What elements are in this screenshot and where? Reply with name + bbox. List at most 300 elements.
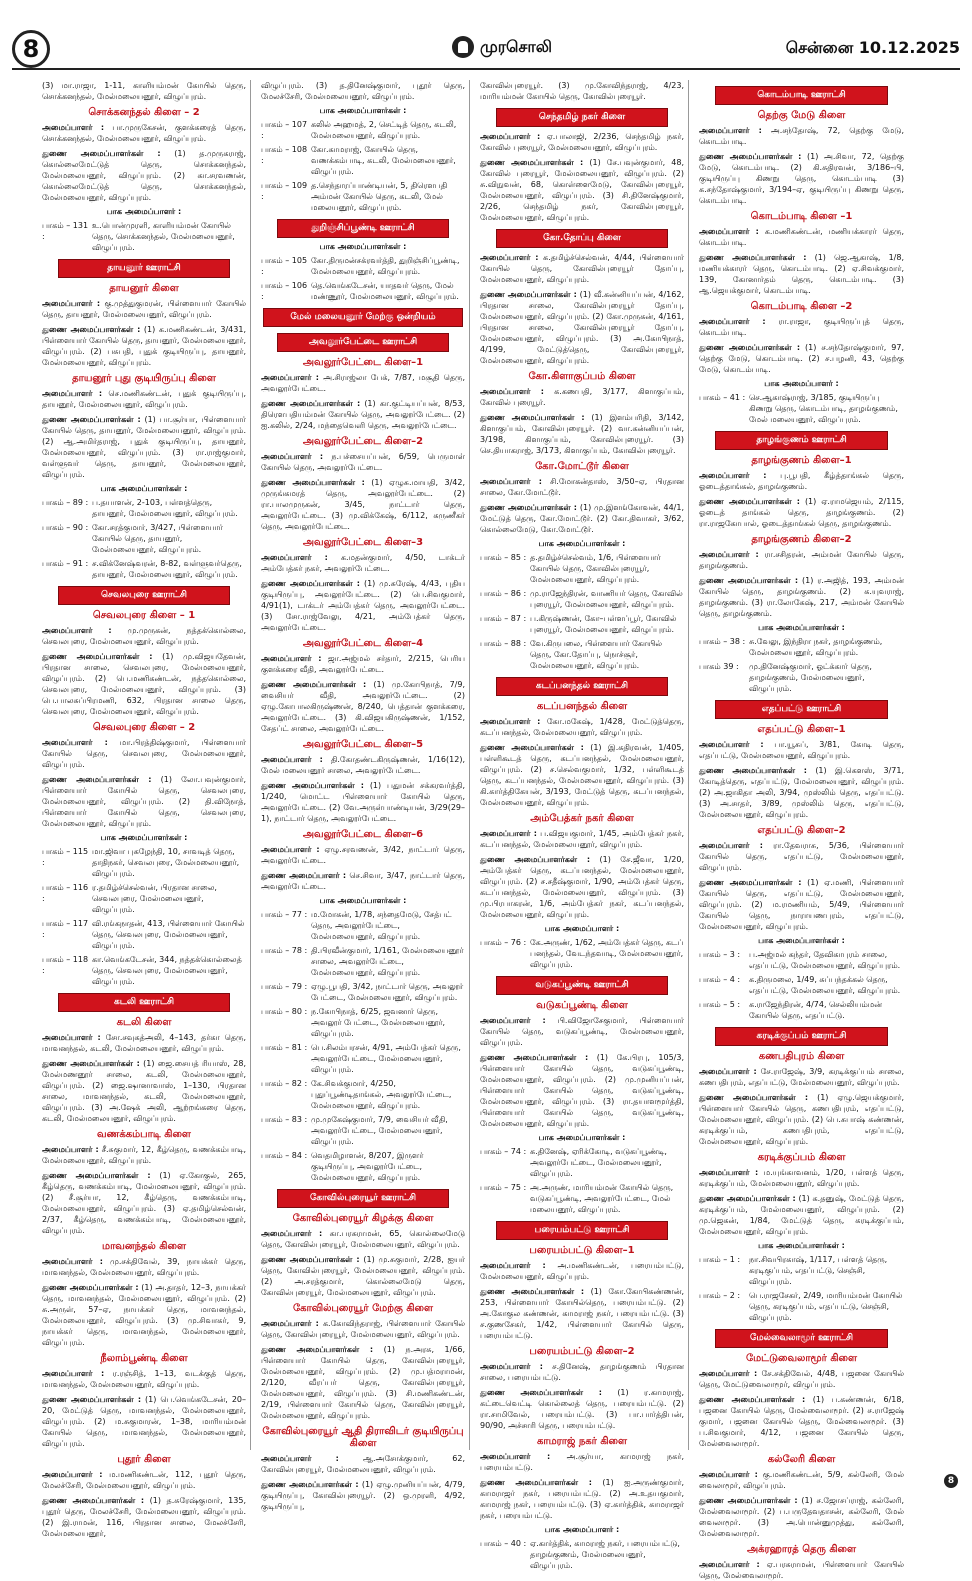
- entry-paragraph: [42, 1058, 246, 1124]
- booth-entry: [480, 1182, 684, 1215]
- booth-entry: [480, 613, 684, 635]
- branch-heading: அவலூர்பேட்டை கிளை–6: [302, 829, 424, 840]
- section-band: அவலூர்பேட்டை ஊராட்சி: [277, 333, 449, 352]
- entry-paragraph: [480, 289, 684, 366]
- entry-text: (1) அ.சிவா, 72, தெற்கு மேடு, கொடம்பாடி. (2) கி.சுதிரவன், 3/186–பி, குடியிருப்பு கிணறு தெரு, கொடம்பாடி (3) க.சந்தோஷ்குமார், 3/194–ஏ, குடியிருப்பு கிணறு தெரு, கொடம்பாடி.: [699, 152, 904, 205]
- booth-entry: [261, 981, 465, 1003]
- booth-number: பாகம் – 90 :: [42, 523, 89, 532]
- entry-paragraph: [261, 653, 465, 675]
- booth-entry: [480, 588, 684, 610]
- entry-label: அமைப்பாளர் :: [480, 477, 542, 486]
- booth-number: பாகம் 39 :: [699, 662, 739, 671]
- entry-text: (1) இளம்பரிதி, 3/142, கிளாகுப்பம், கோவில்புரையூர். (2) வா.கன்னியப்பன், 3/198, கிளாகுப்பம், கோவில்புரையூர். (3) செ.தியாகராஜ், 3/173, கிளாகுப்பம், கோவில்புரையூர்.: [480, 413, 684, 455]
- branch-heading: கோவில்புரையூர் ஆதி திராவிடர் குடியிருப்பு கிளை: [262, 1426, 464, 1449]
- role-label: பாக அமைப்பாளர்கள் :: [100, 484, 188, 493]
- booth-details: ப.தயாளன், 2-103, பள்ளத்தெரு, தாயனூர், மேல்மலையனூர், விழுப்புரம்.: [92, 498, 238, 518]
- entry-label: அமைப்பாளர் :: [480, 1452, 551, 1461]
- entry-label: அமைப்பாளர் :: [699, 550, 759, 559]
- booth-number: பாகம் – 41 :: [699, 393, 746, 402]
- entry-label: துணை அமைப்பாளர்கள் :: [699, 878, 802, 887]
- entry-label: அமைப்பாளர் :: [699, 317, 766, 326]
- entry-text: மு.முருகன், நத்தக்கொல்லை, செவலபுரை, மேல்மலையனூர், விழுப்புரம்.: [42, 626, 246, 646]
- entry-label: துணை அமைப்பாளர்கள் :: [699, 1395, 806, 1404]
- entry-text: ந.பச்சையப்பன், 6/59, பெருமாள் கோயில் தெரு, அவலூர்பேட்டை.: [261, 452, 465, 472]
- entry-paragraph: [699, 1167, 904, 1189]
- role-label: பாக அமைப்பாளர்கள் :: [758, 623, 845, 632]
- booth-number: பாகம் – 83 :: [261, 1115, 308, 1124]
- booth-number: பாகம் – 38 :: [699, 637, 746, 646]
- entry-paragraph: [480, 716, 684, 738]
- entry-paragraph: [480, 1361, 684, 1383]
- section-band: பரையம்பட்டு ஊராட்சி: [496, 1221, 668, 1240]
- entry-paragraph: [42, 1368, 246, 1390]
- booth-entry: [261, 255, 465, 277]
- entry-label: அமைப்பாளர் :: [42, 1369, 105, 1378]
- branch-heading: கொடம்பாடி கிளை –2: [750, 301, 853, 312]
- entry-text: (1) ஏழு.ஜெயக்குமார், பிள்ளையார் கோயில் தெரு, கணபதிபுரம், எதப்பட்டு, மேல்மலையனூர், விழுப்புரம். (2) பெ.சுபாஷ் கண்ணன், கரடிக்குப்பம், கணபதிபுரம், எதப்பட்டு, மேல்மலையனூர், விழுப்புரம்.: [699, 1093, 904, 1146]
- booth-entry: [480, 937, 684, 970]
- booth-entry: [42, 220, 246, 253]
- booth-entry: [699, 974, 904, 996]
- entry-text: ஜா.அஜ்மல் சர்தார், 2/215, பெரிய குளக்கரை வீதி, அவலூர்பேட்டை.: [261, 654, 466, 674]
- entry-paragraph: [699, 470, 904, 492]
- booth-details: கலில் அஹமத், 2, செட்டித் தெரு, கடலி, மேல்மலையனூர், விழுப்புரம்.: [311, 120, 457, 140]
- booth-details: ப.அஜ்மல் கந்தர், தேவிகாபுரம் சாலை, எதப்பட்டு, மேல்மலையனூர், விழுப்புரம்.: [749, 950, 901, 970]
- entry-text: கு.மணிகண்டன், 5/9, கல்லேரி, மேல் வைலாமூர், விழுப்புரம்.: [699, 1470, 904, 1490]
- booth-number: பாகம் – 105 :: [261, 256, 308, 276]
- booth-number: பாகம் – 84 :: [261, 1151, 308, 1160]
- booth-entry: [261, 280, 465, 302]
- entry-text: ரா.தேவராசு, 5/36, பிள்ளையார் கோயில் தெரு, எதப்பட்டு, மேல்மலையனூர், விழுப்புரம்.: [699, 841, 905, 872]
- booth-entry: [261, 144, 465, 177]
- column-2: [261, 80, 470, 1511]
- entry-paragraph: [699, 877, 904, 932]
- entry-text: சே.சக்திவேல், 4/48, பஜனை கோயில் தெரு, மேட்டுவைலாமூர், விழுப்புரம்.: [699, 1369, 905, 1389]
- booth-details: நா.சிவபிரகாஷ், 1/117, பள்ளத் தெரு, கரடிகுப்பம், எதப்பட்டு, செஞ்சி, விழுப்புரம்.: [749, 1255, 888, 1286]
- booth-entry: [699, 949, 904, 971]
- entry-label: அமைப்பாளர் :: [42, 299, 101, 308]
- booth-details: தெ.வெங்கடேசன், யாதவர் தெரு, மேல் மண்ணூர், மேல்மலையனூர், விழுப்புரம்.: [311, 281, 459, 301]
- section-band: எதப்பட்டு ஊராட்சி: [715, 700, 888, 719]
- booth-number: பாகம் – 77 :: [261, 910, 308, 919]
- entry-text: (1) பெ.வெங்கடேசன், 20–20, மேட்டுத் தெரு, மாவனந்தல், மேல்மலையனூர், விழுப்புரம். (2) ம.சுகுமாரன், 1–38, மாரியம்மன் கோயில் தெரு, மாவனந்தல், மேல்மலையனூர், விழுப்புரம்.: [42, 1395, 246, 1448]
- entry-text: (1) ந.அரசு, 1/66, பிள்ளையார் கோயில் தெரு, கோவில்புரையூர், மேல்மலையனூர், விழுப்புரம். (2) மு.பத்மராமன், 2/120, வீரப்பர் தெரு, கோவில்புரையூர், மேல்மலையனூர், விழுப்புரம். (3) சி.மணிகண்டன், 2/19, பிள்ளையார் கோயில் தெரு, கோவில்புரையூர், மேல்மலையனூர், விழுப்புரம்.: [261, 1345, 466, 1420]
- entry-label: துணை அமைப்பாளர் :: [261, 871, 347, 880]
- branch-heading: தாயனூர் கிளை: [109, 283, 179, 294]
- entry-label: துணை அமைப்பாளர்கள் :: [261, 399, 361, 408]
- entry-text: கா.பரசுராமன், 65, கொல்லைமேடு தெரு, கோவில்புரையூர், மேல்மலையனூர், விழுப்புரம்.: [261, 1229, 465, 1249]
- booth-details: ந.கோபிநாத், 6/25, ஜவனார் தெரு, அவலூர் பேட்டை, மேல்மலையனூர், விழுப்புரம்.: [311, 1007, 446, 1038]
- role-label: பாக அமைப்பாளர் :: [544, 1525, 620, 1534]
- entry-label: அமைப்பாளர் :: [699, 471, 767, 480]
- role-label: பாக அமைப்பாளர்கள் :: [538, 539, 626, 548]
- entry-label: துணை அமைப்பாளர்கள் :: [261, 1480, 359, 1489]
- entry-text: விழுப்புரம். (3) த.தினேஷ்குமார், புதூர் தெரு, மேலச்சேரி, மேல்மலையனூர், விழுப்புரம்.: [261, 81, 465, 101]
- masthead: [12, 30, 960, 70]
- entry-text: கோ.மகேஷ், 1/428, மேட்டுத்தெரு, கடப்பனந்தல், மேல்மலையனூர், விழுப்புரம்.: [480, 717, 684, 737]
- entry-text: பி.விஜோசேகுமார், பிள்ளையார் கோயில் தெரு, வடுகப்பூண்டி, மேல்மலையனூர், விழுப்புரம்.: [480, 1016, 684, 1047]
- entry-label: துணை அமைப்பாளர்கள் :: [42, 1496, 145, 1505]
- booth-details: மு.ராஜேந்திரன், வாணியர் தெரு, கோவில் புரையூர், மேல்மலையனூர், விழுப்புரம்.: [530, 589, 683, 609]
- entry-text: (1) ச.ஜோசப்ராஜ், கல்லேரி, மேல்வைலாமூர். (2) ப.பருதேவதாசன், கல்லேரி, மேல் வைலாமூர். (3) அ.பொன்னுமுத்து, கல்லேரி, மேல்வைலாமூர்.: [699, 1496, 905, 1538]
- entry-text: ச.தினேஷ், தாழங்குணம் பிரதான சாலை, பரையம்பட்டு.: [480, 1362, 684, 1382]
- booth-details: கா.வெங்கடேசன், 344, நத்தக்கொல்லைத் தெரு, செவலபுரை, மேல்மலையனூர், விழுப்புரம்.: [92, 955, 242, 986]
- entry-text: பு.பூபதி, கீழ்த்தாங்கல் தெரு, ஓடைத்தாங்கல், தாழங்குணம்.: [699, 471, 905, 491]
- entry-label: துணை அமைப்பாளர்கள் :: [42, 1171, 151, 1180]
- entry-paragraph: [480, 80, 684, 102]
- entry-paragraph: [42, 1469, 246, 1491]
- entry-text: (1) ஏ.ராமஜெயம், 2/115, ஓடைத் தாங்கல் தெரு, தாழங்குணம். (2) ரா.ராஜகோபால், ஓடைத்தாங்கல் தெரு, தாழங்குணம்.: [699, 497, 905, 528]
- booth-number: பாகம் – 118 :: [42, 955, 89, 975]
- entry-paragraph: [261, 1344, 465, 1421]
- entry-label: அமைப்பாளர் :: [699, 1369, 758, 1378]
- entry-text: க.கணபதி, 3/177, கிளாகுப்பம், கோவில் புரையூர்.: [480, 387, 685, 407]
- branch-heading: கோ.மோட்டூர் கிளை: [535, 461, 629, 472]
- entry-label: அமைப்பாளர் :: [699, 1560, 760, 1569]
- entry-label: துணை அமைப்பாளர்கள் :: [42, 775, 152, 784]
- booth-details: ஏ.கார்த்திக், காமராஜ் நகர், பரையம்பட்டு, தாழங்குணம், மேல்மலையனூர், விழுப்புரம்.: [530, 1539, 680, 1570]
- section-band: கோவில்புரையூர் ஊராட்சி: [277, 1189, 449, 1208]
- entry-text: க.மதன்குமார், 4/50, டாக்டர் அம்பேத்கர் நகர், அவலூர்பேட்டை.: [261, 553, 465, 573]
- booth-entry: [261, 1006, 465, 1039]
- entry-label: துணை அமைப்பாளர்கள் :: [261, 1255, 360, 1264]
- section-band: கொடம்பாடி ஊராட்சி: [715, 86, 888, 105]
- booth-entry: [699, 1290, 904, 1323]
- entry-paragraph: [480, 131, 684, 153]
- booth-entry: [480, 1538, 684, 1571]
- branch-heading: செவலபுரை கிளை – 1: [92, 610, 196, 621]
- branch-heading: தாயனூர் புது குடியிருப்பு கிளை: [72, 373, 216, 384]
- entry-label: அமைப்பாளர் :: [480, 829, 537, 838]
- branch-heading: தெற்கு மேடு கிளை: [757, 110, 846, 121]
- entry-label: அமைப்பாளர் :: [42, 1257, 103, 1266]
- entry-label: துணை அமைப்பாளர்கள் :: [480, 503, 577, 512]
- booth-details: ப.கிருஷ்ணன், கோ–பள்ளப்பூர், கோவில் புரையூர், மேல்மலையனூர், விழுப்புரம்.: [530, 614, 677, 634]
- booth-number: பாகம் – 85 :: [480, 553, 527, 562]
- branch-heading: மாவனந்தல் கிளை: [102, 1241, 186, 1252]
- entry-paragraph: [261, 451, 465, 473]
- branch-heading: எதப்பட்டு கிளை–2: [757, 825, 846, 836]
- entry-label: அமைப்பாளர் :: [42, 123, 105, 132]
- entry-paragraph: [42, 737, 246, 770]
- entry-text: (1) ஜை.சையத் ரியாஸ், 28, மேல்மணனூர் சாலை, கடலி, மேல்மலையனூர், விழுப்புரம். (2) ஜை.ஷானாவாஸ், 1–130, பிரதான சாலை, மாவனந்தல், கடலி, மேல்மலையனூர், விழுப்புரம். (3) அ.ஷேக் அலி, ஆற்றங்கரை தெரு, கடலி, மேல்மலையனூர், விழுப்புரம்.: [42, 1059, 246, 1123]
- entry-text: அ.சிராஜ்லா பேக், 7/87, மசூதி தெரு, அவலூர்பேட்டை.: [261, 373, 465, 393]
- entry-label: துணை அமைப்பாளர்கள் :: [699, 1194, 796, 1203]
- entry-label: அமைப்பாளர் :: [261, 452, 324, 461]
- booth-entry: [699, 1254, 904, 1287]
- booth-entry: [699, 661, 904, 694]
- booth-details: மு.தினேஷ்குமார், ஓட்க்கார் தெரு, தாழங்குணம், மேல்மலையனூர், விழுப்புரம்.: [749, 662, 872, 693]
- booth-number: பாகம் – 86 :: [480, 589, 527, 598]
- branch-heading: கோ.கிளாகுப்பம் கிளை: [528, 371, 636, 382]
- entry-paragraph: [42, 122, 246, 144]
- entry-paragraph: [699, 316, 904, 338]
- booth-entry: [261, 180, 465, 213]
- section-band: வடுகப்பூண்டி ஊராட்சி: [496, 976, 668, 995]
- booth-number: பாகம் – 117 :: [42, 919, 89, 939]
- role-label: பாக அமைப்பாளர்கள் :: [319, 896, 407, 905]
- branch-heading: கரடிக்குப்பம் கிளை: [757, 1152, 846, 1163]
- entry-paragraph: [42, 1032, 246, 1054]
- entry-label: அமைப்பாளர் :: [42, 626, 112, 635]
- entry-text: (1) க.மணிகண்டன், 3/431, பிள்ளையார் கோயில் தெரு, தாயனூர், மேல்மலையனூர், விழுப்புரம். (2) பசுபதி, புதுக் குடியிருப்பு, தாயனூர், மேல்மலையனூர், விழுப்புரம்.: [42, 325, 246, 367]
- booth-details: த.தமிழ்ச்செல்வம், 1/6, பிள்ளையார் கோயில் தெரு, கோவில்புரையூர், மேல்மலையனூர், விழுப்புரம்.: [530, 553, 661, 584]
- booth-details: ஏழு.பூபதி, 3/42, நாட்டார் தெரு, அவலூர் பேட்டை, மேல்மலையனூர், விழுப்புரம்.: [311, 982, 464, 1002]
- entry-label: துணை அமைப்பாளர்கள் :: [699, 343, 801, 352]
- entry-text: (1) மு.இளங்கோவன், 44/1, மேட்டுத் தெரு, கோ.மோட்டூர். (2) கோ.திவாகர், 3/62, கொல்லைமேடு, கோ.மோட்டூர்.: [480, 503, 684, 534]
- entry-paragraph: [480, 1015, 684, 1048]
- entry-text: (1) மு.கோபிநாத், 7/9, வைசியர் வீதி, அவலூர்பேட்டை. (2) ஏழு.கோபாலகிருஷ்ணன், 8/240, பெத்தான் குளக்கரை, அவலூர்பேட்டை. (3) கி.விஜயகிருஷ்ணன், 1/152, சேதப்ட் சாலை, அவலூர்பேட்டை.: [261, 680, 465, 733]
- role-label: பாக அமைப்பாளர்கள் :: [100, 833, 188, 842]
- branch-heading: காமராஜ் நகர் கிளை: [536, 1436, 628, 1447]
- entry-paragraph: [42, 1144, 246, 1166]
- booth-entry: [42, 558, 246, 580]
- booth-details: உ.பொன்முரளி, காளியம்மன் கோயில் தெரு, சொக்கனந்தல், மேல்மலையனூர், விழுப்புரம்.: [92, 221, 235, 252]
- booth-number: பாகம் – 1 :: [699, 1255, 741, 1264]
- entry-label: அமைப்பாளர் :: [261, 553, 328, 562]
- branch-heading: சொக்கனந்தல் கிளை – 2: [88, 107, 200, 118]
- entry-text: அ.மணிகண்டன், பரையம்பட்டு, மேல்மலையனூர், விழுப்புரம்.: [480, 1261, 684, 1281]
- booth-details: த.செந்தாரப்பாண்டியன், 5, திரௌபதி அம்மன் கோயில் தெரு, கடலி, மேல் மலையனூர், விழுப்புரம்.: [311, 181, 448, 212]
- entry-paragraph: [42, 1495, 246, 1539]
- branch-heading: புதூர் கிளை: [117, 1454, 171, 1465]
- entry-text: (1) ஐ.அருண்குமார், காமராஜர் நகர், பரையம்பட்டு. (2) அ.உதயகுமார், காமராஜ் நகர், பரையம்பட்டு. (3) ஏ.கார்த்திக், காமராஜர் நகர், பரையம்பட்டு.: [480, 1478, 684, 1520]
- booth-details: கோ.காமராஜ், கோயில் தெரு, வணக்கம்பாடி, கடலி, மேல்மலையனூர், விழுப்புரம்.: [311, 145, 456, 176]
- entry-text: அ.சூர்யா, காமராஜ் நகர், பரையம்பட்டு.: [480, 1452, 684, 1472]
- entry-label: அமைப்பாளர் :: [261, 755, 323, 764]
- entry-paragraph: [480, 386, 684, 408]
- entry-label: அமைப்பாளர் :: [480, 387, 544, 396]
- entry-text: (1) மு.சுகுமார், 2/28, ஐயர் தெரு, கோவில்புரையூர், மேல்மலையனூர், விழுப்புரம். (2) அ.சரத்குமார், கொல்லைமேடு தெரு, கோவில்புரையூர், மேல்மலையனூர், விழுப்புரம்.: [261, 1255, 465, 1297]
- booth-entry: [699, 392, 904, 425]
- entry-label: அமைப்பாளர் :: [261, 654, 322, 663]
- booth-number: பாகம் – 74 :: [480, 1147, 527, 1156]
- branch-heading: பரையம்பட்டு கிளை–1: [529, 1245, 635, 1256]
- entry-label: துணை அமைப்பாளர்கள் :: [42, 149, 161, 158]
- branch-heading: கல்லேரி கிளை: [767, 1454, 836, 1465]
- entry-paragraph: [261, 372, 465, 394]
- entry-label: துணை அமைப்பாளர்கள் :: [261, 478, 365, 487]
- entry-paragraph: [42, 298, 246, 320]
- entry-paragraph: [42, 80, 246, 102]
- booth-entry: [261, 945, 465, 978]
- role-label: பாக அமைப்பாளர்கள் :: [758, 1241, 845, 1250]
- entry-text: (1) ச.சந்தோஷ்குமார், 97, தெற்கு மேடு, கொடம்பாடி. (2) ச.பழனி, 43, தெற்கு மேடு, கொடம்பாடி.: [699, 343, 904, 374]
- booth-entry: [261, 909, 465, 942]
- entry-label: அமைப்பாளர் :: [261, 373, 319, 382]
- entry-paragraph: [261, 398, 465, 431]
- section-band: துறிஞ்சிப்பூண்டி ஊராட்சி: [277, 219, 449, 238]
- entry-paragraph: [42, 1394, 246, 1449]
- entry-text: (1) த.சுரேஷ்குமார், 135, புதூர் தெரு, மேலச்சேரி, மேல்மலையனூர், விழுப்புரம். (2) இ.ராமன், 116, பிரதான சாலை, மேலச்சேரி, மேல்மலையனூர்,: [42, 1496, 246, 1538]
- entry-text: கோவில்புரையூர். (3) மு.கோவிந்தராஜ், 4/23, மாரியம்மன் கோயில் தெரு, கோவில்புரையூர்.: [480, 81, 684, 101]
- booth-details: பெ.ராஜசேகர், 2/49, மாரியம்மன் கோயில் தெரு, கரடிகுப்பம், எதப்பட்டு, செஞ்சி, விழுப்புரம்.: [749, 1291, 903, 1322]
- entry-text: செ.மணிகண்டன், புதுக் குடியிருப்பு, தாயனூர், மேல்மலையனூர், விழுப்புரம்.: [42, 389, 246, 409]
- entry-label: துணை அமைப்பாளர்கள் :: [480, 1388, 602, 1397]
- entry-label: அமைப்பாளர் :: [261, 845, 320, 854]
- entry-text: ர.ரஞ்சித், 1–13, வடக்குத் தெரு, மாவனந்தல், மேல்மலையனூர், விழுப்புரம்.: [42, 1369, 247, 1389]
- entry-label: அமைப்பாளர் :: [261, 1229, 323, 1238]
- entry-label: அமைப்பாளர் :: [42, 1033, 101, 1042]
- entry-text: ப.விஜயகுமார், 1/45, அம்பேத்கர் நகர், கடப்பனந்தல், மேல்மலையனூர், விழுப்புரம்.: [480, 829, 684, 849]
- entry-label: அமைப்பாளர் :: [699, 740, 764, 749]
- booth-details: ர.தமிழ்ச்செல்வன், பிரதான சாலை, செவலபுரை, மேல்மலையனூர், விழுப்புரம்.: [92, 883, 217, 914]
- entry-text: (1) லோ.பவுன்குமார், பிள்ளையார் கோயில் தெரு, செவலபுரை, மேல்மலையனூர், விழுப்புரம். (2) தி.விநோத், பிள்ளையார் கோயில் தெரு, செவலபுரை, மேல்மலையனூர், விழுப்புரம்.: [42, 775, 246, 828]
- entry-paragraph: [261, 80, 465, 102]
- role-label: பாக அமைப்பாளர்கள் :: [319, 106, 407, 115]
- branch-heading: வடுகப்பூண்டி கிளை: [536, 1000, 628, 1011]
- entry-paragraph: [480, 157, 684, 223]
- section-band: கோ.தோப்பு கிளை: [496, 229, 668, 248]
- entry-label: துணை அமைப்பாளர்கள் :: [699, 253, 807, 262]
- booth-details: ச.விக்னேஷ்வரன், 8-82, வள்ளுவர்தெரு, தாயனூர், மேல்மலையனூர், விழுப்புரம்.: [92, 559, 242, 579]
- entry-label: துணை அமைப்பாளர்கள் :: [480, 1478, 592, 1487]
- entry-text: (1) இ.கதிரவன், 1/405, பள்ளிகூடத் தெரு, கடப்பனந்தல், மேல்மலையனூர், விழுப்புரம். (2) ச.செல்வகுமார், 1/32, பள்ளிகூடத் தெரு, கடப்பனந்தல், மேல்மலையனூர், விழுப்புரம். (3) கி.கார்த்திகேயன், 3/193, மேட்டுத் தெரு, கடப்பனந்தல், மேல்மலையனூர், விழுப்புரம்.: [480, 743, 684, 807]
- entry-paragraph: [480, 1387, 684, 1431]
- section-band: தாயனூர் ஊராட்சி: [58, 259, 230, 278]
- entry-label: அமைப்பாளர் :: [480, 1261, 546, 1270]
- entry-paragraph: [261, 1318, 465, 1340]
- branch-heading: கோவில்புரையூர் கிழக்கு கிளை: [292, 1213, 434, 1224]
- entry-paragraph: [480, 412, 684, 456]
- entry-text: மா.பிரத்திஷ்குமார், பிள்ளையார் கோயில் தெரு, செவலபுரை, மேல்மலையனூர், விழுப்புரம்.: [42, 738, 247, 769]
- entry-text: (1) கே.பிரபு, 105/3, பிள்ளையார் கோயில் தெரு, வடுகப்பூண்டி, மேல்மலையனூர், விழுப்புரம். (2) மு.முனியப்பன், பிள்ளையார் கோயில் தெரு, வடுகப்பூண்டி, மேல்மலையனூர், விழுப்புரம். (3) ரா.தயாளமூர்த்தி, பிள்ளையார் கோயில் தெரு, வடுகப்பூண்டி, மேல்மலையனூர், விழுப்புரம்.: [480, 1053, 684, 1128]
- booth-number: பாகம் – 115 :: [42, 847, 89, 867]
- entry-paragraph: [480, 1052, 684, 1129]
- entry-label: அமைப்பாளர் :: [699, 126, 762, 135]
- entry-paragraph: [42, 324, 246, 368]
- branch-heading: அவலூர்பேட்டை கிளை–4: [302, 638, 424, 649]
- entry-text: (1) அ.தாதர், 12–3, நாயக்கர் தெரு, மாவனந்தல், மேல்மலையனூர், விழுப்புரம். (2) சு.அருள், 57–ஏ, நாயக்கர் தெரு, மாவனந்தல், மேல்மலையனூர், விழுப்புரம். (3) மு.சிவாகர், 9, நாயக்கர் தெரு, மாவனந்தல், மேல்மலையனூர், விழுப்புரம்.: [42, 1283, 246, 1347]
- booth-number: பாகம் – 82 :: [261, 1079, 308, 1088]
- booth-details: தி.பிரவீன்குமார், 1/161, மேல்மலையனூர் சாலை, அவலூர்பேட்டை, மேல்மலையனூர், விழுப்புரம்.: [311, 946, 464, 977]
- entry-paragraph: [480, 502, 684, 535]
- section-band: தாழங்குணம் ஊராட்சி: [715, 431, 888, 450]
- booth-entry: [261, 119, 465, 141]
- booth-number: பாகம் – 75 :: [480, 1183, 527, 1192]
- entry-label: துணை அமைப்பாளர்கள் :: [480, 743, 584, 752]
- entry-text: (1) ஏ.கோகுல், 265, கீழ்தெரு, வணக்கம்பாடி, மேல்மலையனூர், விழுப்புரம். (2) சீ.சூர்யா, 12, கீழ்தெரு, வணக்கம்பாடி, மேல்மலையனூர், விழுப்புரம். (3) ஏ.தமிழ்செல்வன், 2/37, கீழ்தெரு, வணக்கம்பாடி, மேல்மலையனூர், விழுப்புரம்.: [42, 1171, 246, 1235]
- date-line: சென்னை 10.12.2025: [785, 38, 960, 57]
- entry-paragraph: [699, 765, 904, 820]
- entry-paragraph: [261, 844, 465, 866]
- booth-details: சு.வேலு, இந்திரா நகர், தாழங்குணம், மேல்மலையனூர், விழுப்புரம்.: [749, 637, 883, 657]
- entry-paragraph: [480, 742, 684, 808]
- booth-number: பாகம் – 40 :: [480, 1539, 527, 1548]
- entry-paragraph: [699, 1368, 904, 1390]
- entry-label: துணை அமைப்பாளர்கள் :: [261, 579, 360, 588]
- branch-heading: கோவில்புரையூர் மேற்கு கிளை: [292, 1303, 434, 1314]
- entry-label: அமைப்பாளர் :: [480, 132, 541, 141]
- entry-paragraph: [261, 1453, 465, 1475]
- booth-details: பெ.சிலம்பரசன், 4/91, அம்பேத்கர் தெரு, அவலூர்பேட்டை, மேல்மலையனூர், விழுப்புரம்.: [311, 1043, 461, 1074]
- entry-text: (1) ஜெ.ஆகாஷ், 1/8, மணியக்காரர் தெரு, கொடம்பாடி. (2) ஏ.சிவக்குமார், 139, கோனார்தம் தெரு, கொடம்பாடி. (3) ஆ.ஜெயக்குமார், கொடம்பாடி.: [699, 253, 905, 295]
- branch-heading: அவலூர்பேட்டை கிளை–5: [302, 739, 424, 750]
- entry-paragraph: [699, 151, 904, 206]
- entry-text: (1) மு.விஜயதேவன், பிரதான சாலை, செவலபுரை, மேல்மலையனூர், விழுப்புரம். (2) பெ.மணிகண்டன், நத்தகொல்லை, செவலபுரை, மேல்மலையனூர், விழுப்புரம். (3) பெ.பாலசுப்பிரமணி, 632, பிரதான சாலை தெரு, செவலபுரை, மேல்மலையனூர், விழுப்புரம்.: [42, 652, 246, 716]
- entry-paragraph: [699, 342, 904, 375]
- booth-entry: [699, 636, 904, 658]
- entry-paragraph: [261, 552, 465, 574]
- entry-paragraph: [42, 388, 246, 410]
- entry-label: அமைப்பாளர் :: [42, 389, 103, 398]
- entry-label: துணை அமைப்பாளர்கள் :: [480, 413, 585, 422]
- booth-details: மு.முகேஷ்குமார், 7/9, வைசியர் வீதி, அவலூர்பேட்டை, மேல்மலையனூர், விழுப்புரம்.: [311, 1115, 448, 1146]
- column-4: [699, 80, 908, 1580]
- booth-details: க.ராஜேந்திரன், 4/74, செல்லியம்மன் கோயில் தெரு, எதப்பட்டு.: [749, 1000, 882, 1020]
- entry-label: துணை அமைப்பாளர்கள் :: [42, 415, 141, 424]
- entry-paragraph: [261, 870, 465, 892]
- booth-number: பாகம் – 89 :: [42, 498, 89, 507]
- booth-entry: [42, 918, 246, 951]
- entry-paragraph: [42, 774, 246, 829]
- column-1: [42, 80, 251, 1538]
- entry-text: (1) வீ.கன்னியப்பன், 4/162, பிரதான சாலை, கோவில்புரையூர் தோப்பு, மேல்மலையனூர், விழுப்புரம். (2) கோ.முருகன், 4/161, பிரதான சாலை, கோவில்புரையூர் தோப்பு, மேல்மலையனூர், விழுப்புரம். (3) அ.கோபிநாத், 4/199, மேட்டுத்தெரு, கோவில்புரையூர், மேல்மலையனூர், விழுப்புரம்.: [480, 290, 684, 365]
- entry-label: துணை அமைப்பாளர்கள் :: [480, 1287, 585, 1296]
- entry-paragraph: [42, 1170, 246, 1236]
- entry-text: (1) த.முருகராஜ், கொல்லைமேட்டுத் தெரு, சொக்கனந்தல், மேல்மலையனூர், விழுப்புரம். (2) கா.சரவணன், கொல்லைமேட்டுத் தெரு, சொக்கனந்தல், மேல்மலையனூர், விழுப்புரம்.: [42, 149, 246, 202]
- booth-entry: [42, 846, 246, 879]
- branch-heading: மேட்டுவைலாமூர் கிளை: [745, 1353, 858, 1364]
- branch-heading: எதப்பட்டு கிளை–1: [757, 724, 846, 735]
- entry-text: (1) மு.சுரேஷ், 4/43, புதிய குடியிருப்பு, அவலூர்பேட்டை. (2) பெ.சிவகுமார், 4/91(1), டாக்டர் அம்பேத்கர் தெரு, அவலூர்பேட்டை. (3) சோ.ராஜ்வேலு, 4/21, அம்பேத்கர் தெரு, அவலூர்பேட்டை.: [261, 579, 465, 632]
- entry-label: துணை அமைப்பாளர்கள் :: [699, 1496, 798, 1505]
- entry-label: அமைப்பாளர் :: [42, 1145, 99, 1154]
- entry-label: அமைப்பாளர் :: [480, 253, 539, 262]
- entry-text: கு.முத்துகுமரன், பிள்ளையார் கோயில் தெரு, தாயனூர், மேல்மலையனூர், விழுப்புரம்.: [42, 299, 246, 319]
- booth-number: பாகம் – 87 :: [480, 614, 527, 623]
- entry-label: துணை அமைப்பாளர்கள் :: [699, 1093, 809, 1102]
- booth-entry: [42, 522, 246, 555]
- section-band: கடலி ஊராட்சி: [58, 993, 230, 1012]
- entry-paragraph: [699, 1394, 904, 1449]
- entry-text: பா.யூசுப், 3/81, கோடி தெரு, எதப்பட்டு, மேல்மலையனூர், விழுப்புரம்.: [699, 740, 904, 760]
- entry-paragraph: [261, 754, 465, 776]
- entry-text: (1) பதுமன் சக்கரவர்த்தி, 1/240, மொட்ட பிள்ளையார் கோயில் தெரு, அவலூர்பேட்டை. (2) வே.அருள்பாண்டியன், 3/29(29–1), நாட்டார் தெரு, அவலூர்பேட்டை.: [261, 781, 465, 823]
- entry-text: மு.சக்திவேல், 39, நாயக்கர் தெரு, மாவனந்தல், மேல்மலையனூர், விழுப்புரம்.: [42, 1257, 246, 1277]
- entry-text: ம.யுங்காவனம், 1/20, பள்ளத் தெரு, கரடிக்குப்பம், மேல்மலையனூர், விழுப்புரம்.: [699, 1168, 905, 1188]
- entry-label: துணை அமைப்பாளர்கள் :: [699, 766, 807, 775]
- entry-label: துணை அமைப்பாளர்கள் :: [480, 1053, 589, 1062]
- booth-details: ம.மோகன், 1/78, சந்தைமேடு, சேத்பட் தெரு, அவலூர்பேட்டை, மேல்மலையனூர், விழுப்புரம்.: [311, 910, 452, 941]
- entry-paragraph: [42, 1282, 246, 1348]
- entry-label: துணை அமைப்பாளர்கள் :: [480, 158, 584, 167]
- booth-number: பாகம் – 80 :: [261, 1007, 308, 1016]
- booth-number: பாகம் – 76 :: [480, 938, 527, 947]
- entry-paragraph: [699, 1559, 904, 1581]
- booth-details: வெதமிழாளன், 8/207, இருளர் குடியிருப்பு, அவலூர்பேட்டை, மேல்மலையனூர், விழுப்புரம்.: [311, 1151, 424, 1182]
- branch-heading: பரையம்பட்டு கிளை–2: [529, 1346, 635, 1357]
- branch-heading: வணக்கம்பாடி கிளை: [97, 1129, 191, 1140]
- role-label: பாக அமைப்பாளர்கள் :: [758, 936, 845, 945]
- entry-label: துணை அமைப்பாளர்கள் :: [480, 855, 591, 864]
- booth-entry: [42, 497, 246, 519]
- entry-paragraph: [699, 1092, 904, 1147]
- entry-paragraph: [699, 226, 904, 248]
- booth-details: அ.அருண், மாரியம்மன் கோயில் தெரு, வடுகப்பூண்டி, அவலூர்பேட்டை, மேல் மலையனூர், விழுப்புரம்.: [530, 1183, 674, 1214]
- entry-text: அ.சந்தோஷ், 72, தெற்கு மேடு, கொடம்பாடி.: [699, 126, 904, 146]
- role-label: பாக அமைப்பாளர் :: [764, 379, 839, 388]
- section-band: கடப்பனந்தல் ஊராட்சி: [496, 677, 668, 696]
- entry-label: அமைப்பாளர் :: [42, 1470, 103, 1479]
- entry-text: (1) க.தனுஷ், மேட்டுத் தெரு, கரடிக்குப்பம், மேல்மலையனூர், விழுப்புரம். (2) மு.ஜெகன், 1/84, மேட்டுத் தெரு, கரடிக்குப்பம், மேல்மலையனூர், விழுப்புரம்.: [699, 1194, 904, 1236]
- booth-details: கே.சிவக்குமார், 4/250, புதுப்பூண்டிதாங்கல், அவலூர்பேட்டை, மேல்மலையனூர், விழுப்புரம்.: [311, 1079, 452, 1110]
- booth-details: க.திருமலை, 1/49, சுப்பந்தக்கல் தெரு, எதப்பட்டு, மேல்மலையனூர், விழுப்புரம்.: [749, 975, 901, 995]
- section-band: கரடிக்குப்பம் ஊராட்சி: [715, 1027, 888, 1046]
- branch-heading: கணபதிபுரம் கிளை: [758, 1051, 845, 1062]
- entry-paragraph: [42, 651, 246, 717]
- branch-heading: அவலூர்பேட்டை கிளை–1: [302, 357, 424, 368]
